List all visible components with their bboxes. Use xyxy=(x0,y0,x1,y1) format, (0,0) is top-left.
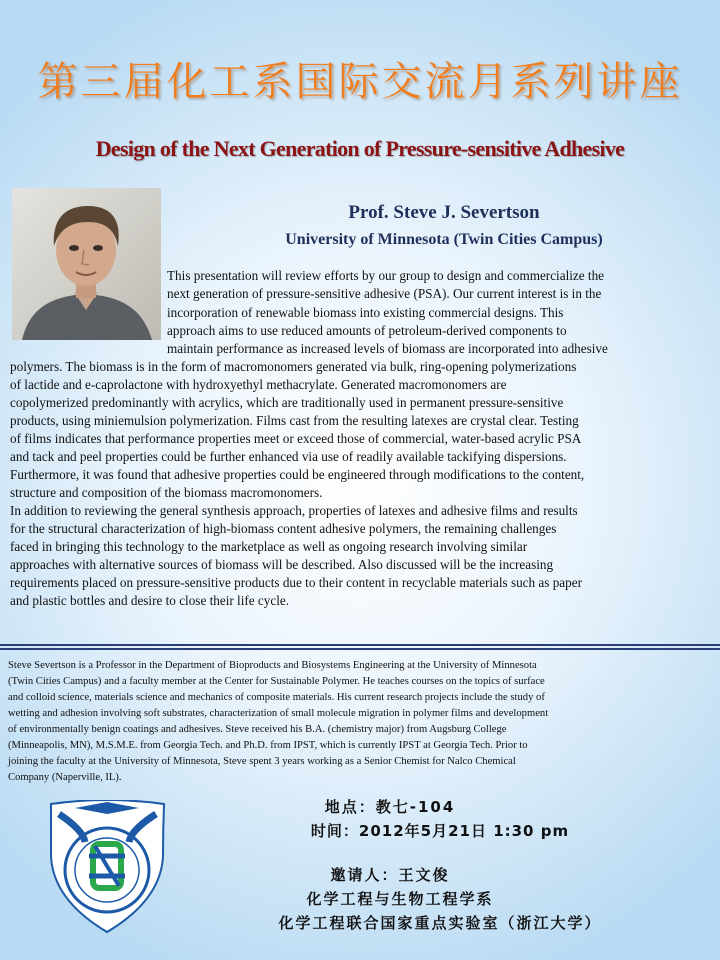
bio-line: (Twin Cities Campus) and a faculty member at the Center for Sustainable Polymer. He teaches courses on the topics of surface xyxy=(8,676,545,687)
abstract-line: next generation of pressure-sensitive adhesive (PSA). Our current interest is in the xyxy=(167,286,602,301)
bio-line: and colloid science, materials science and mechanics of composite materials. His current research projects include the study of xyxy=(8,692,545,703)
talk-title: Design of the Next Generation of Pressure-sensitive Adhesive xyxy=(95,136,625,161)
abstract-line: incorporation of renewable biomass into existing commercial designs. This xyxy=(167,305,564,320)
bio-line: wetting and adhesion involving soft substrates, characterization of small molecule migration in polymer films and development xyxy=(8,708,549,719)
abstract-line: faced in bringing this technology to the marketplace as well as ongoing research involving similar xyxy=(10,539,528,554)
abstract-line: for the structural characterization of high-biomass content adhesive polymers, the remaining challenges xyxy=(10,521,557,536)
speaker-affiliation: University of Minnesota (Twin Cities Campus) xyxy=(285,231,603,248)
event-location: 地点：教七-104 xyxy=(324,798,456,816)
speaker-name: Prof. Steve J. Severtson xyxy=(348,202,540,223)
abstract-line: structure and composition of the biomass macromonomers. xyxy=(10,485,323,500)
abstract-line: This presentation will review efforts by our group to design and commercialize the xyxy=(167,268,605,283)
event-time: 时间：2012年5月21日 1:30 pm xyxy=(310,822,570,840)
bio-line: Steve Severtson is a Professor in the Department of Bioproducts and Biosystems Engineering at the University of Minnesota xyxy=(8,660,537,671)
bio-line: joining the faculty at the University of Minnesota, Steve spent 3 years working as a Senior Chemist for Nalco Chemical xyxy=(8,756,516,767)
speaker-photo xyxy=(12,188,161,340)
abstract-line: In addition to reviewing the general synthesis approach, properties of latexes and adhesive films and results xyxy=(10,503,578,518)
event-laboratory: 化学工程联合国家重点实验室（浙江大学） xyxy=(278,914,602,932)
lecture-series-title: 第三届化工系国际交流月系列讲座 xyxy=(37,59,683,105)
abstract-line: maintain performance as increased levels of biomass are incorporated into adhesive xyxy=(167,341,608,356)
event-inviter: 邀请人：王文俊 xyxy=(330,866,450,884)
abstract-line: of lactide and e-caprolactone with hydroxyethyl methacrylate. Generated macromonomers are xyxy=(10,377,507,392)
abstract-line: polymers. The biomass is in the form of macromonomers generated via bulk, ring-opening polymerizations xyxy=(10,359,577,374)
bio-line: Company (Naperville, IL). xyxy=(8,772,122,783)
abstract-line: of films indicates that performance properties meet or exceed those of commercial, water-based acrylic PSA xyxy=(10,431,582,446)
department-logo xyxy=(45,800,170,935)
abstract-line: and tack and peel properties could be further enhanced via use of readily available tackifying dispersions. xyxy=(10,449,567,464)
section-divider xyxy=(0,644,720,652)
abstract-line: products, using miniemulsion polymerization. Films cast from the resulting latexes are crystal clear. Testing xyxy=(10,413,579,428)
abstract-line: copolymerized predominantly with acrylics, which are traditionally used in permanent pressure-sensitive xyxy=(10,395,564,410)
bio-line: (Minneapolis, MN), M.S.M.E. from Georgia Tech. and Ph.D. from IPST, which is currently IPST at Georgia Tech. Prior to xyxy=(8,740,528,751)
abstract-line: requirements placed on pressure-sensitive products due to their content in recyclable materials such as paper xyxy=(10,575,582,590)
bio-line: of environmentally benign coatings and adhesives. Steve received his B.A. (chemistry major) from Augsburg College xyxy=(8,724,507,735)
abstract-line: approach aims to use reduced amounts of petroleum-derived components to xyxy=(167,323,567,338)
abstract-line: and plastic bottles and desire to close their life cycle. xyxy=(10,593,290,608)
abstract-line: approaches with alternative sources of biomass will be described. Also discussed will be the increasing xyxy=(10,557,554,572)
event-department: 化学工程与生物工程学系 xyxy=(306,890,494,908)
abstract-line: Furthermore, it was found that adhesive properties could be engineered through modifications to the content, xyxy=(10,467,585,482)
